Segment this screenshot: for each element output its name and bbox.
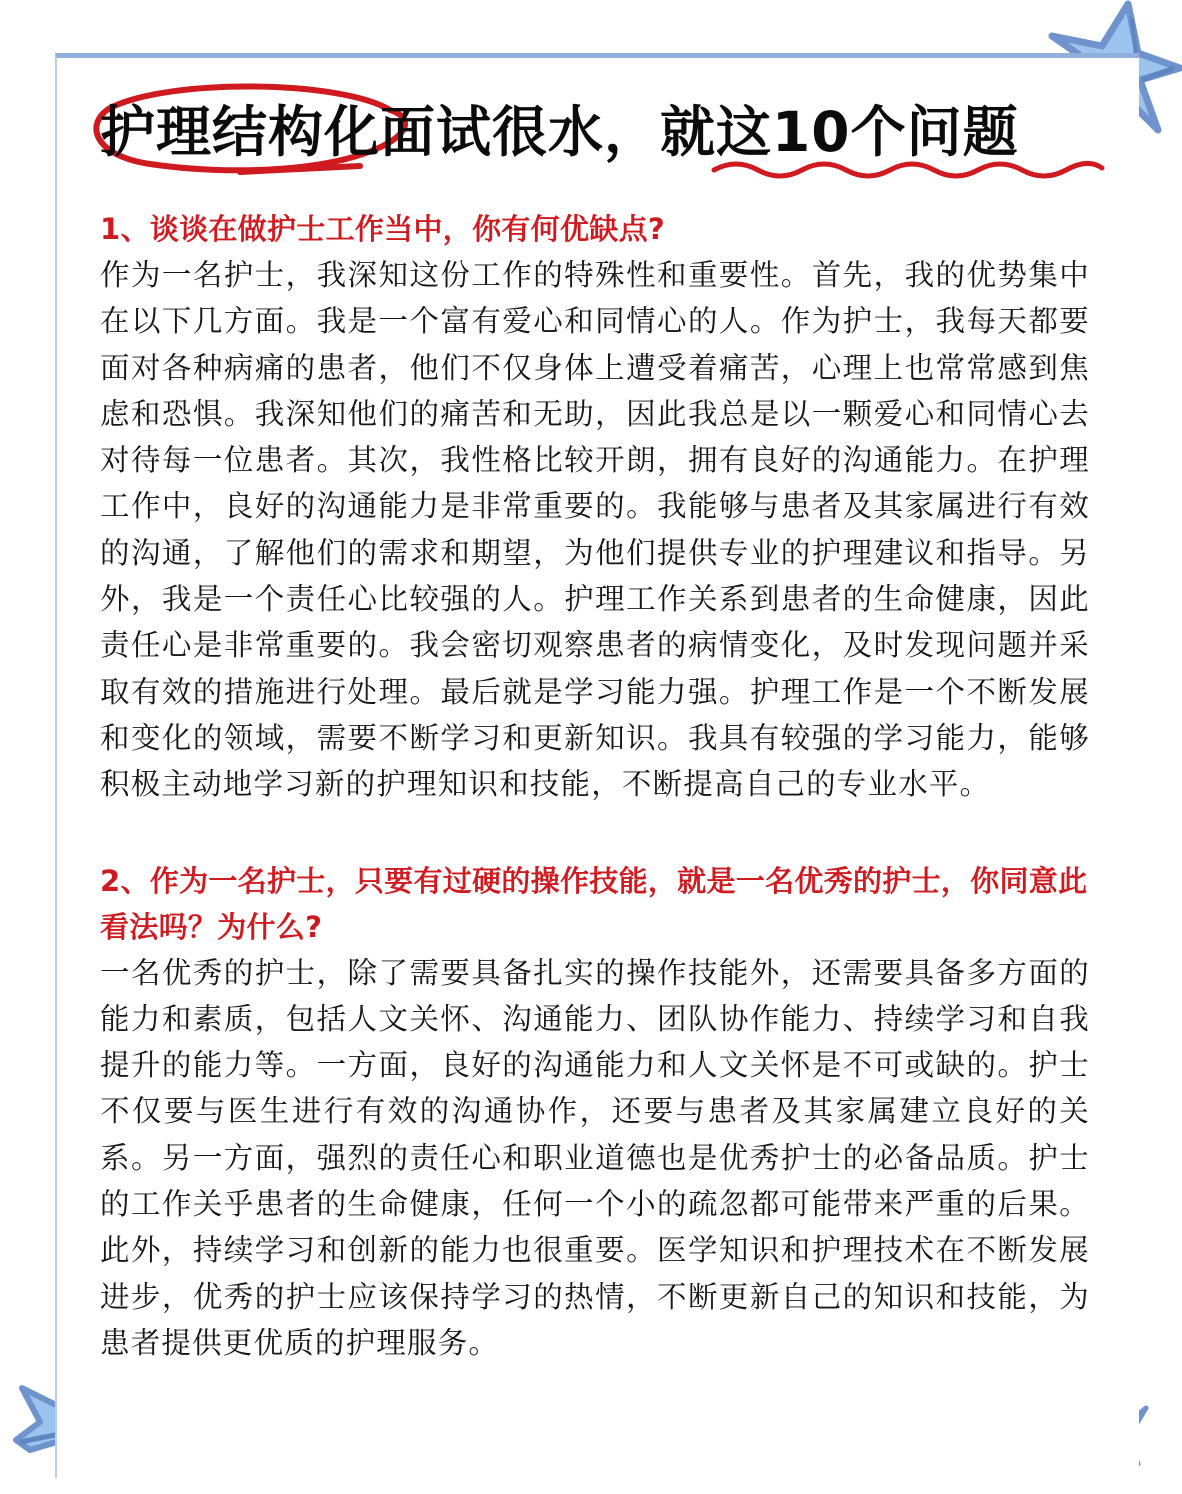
qa-content bbox=[100, 206, 1090, 1366]
title-circled-text: 护理结构化 bbox=[100, 100, 381, 164]
red-wavy-underline-icon bbox=[710, 154, 1110, 184]
question-heading: 2、作为一名护士，只要有过硬的操作技能，就是一名优秀的护士，你同意此看法吗？为什么? bbox=[100, 863, 1088, 944]
question-1 bbox=[100, 206, 1090, 808]
title-underlined-text: 就这10个问题 bbox=[660, 100, 1019, 164]
answer-text: 一名优秀的护士，除了需要具备扎实的操作技能外，还需要具备多方面的能力和素质，包括人文关怀、沟通能力、团队协作能力、持续学习和自我提升的能力等。一方面，良好的沟通能力和人文关怀是不可或缺的。护士不仅要与医生进行有效的沟通协作，还要与患者及其家属建立良好的关系。另一方面，强烈的责任心和职业道德也是优秀护士的必备品质。护士的工作关乎患者的生命健康，任何一个小的疏忽都可能带来严重的后果。此外，持续学习和创新的能力也很重要。医学知识和护理技术在不断发展进步，优秀的护士应该保持学习的热情，不断更新自己的知识和技能，为患者提供更优质的护理服务。 bbox=[100, 955, 1090, 1360]
title-middle-text: 面试很水， bbox=[380, 100, 661, 164]
answer-text: 作为一名护士，我深知这份工作的特殊性和重要性。首先，我的优势集中在以下几方面。我是一个富有爱心和同情心的人。作为护士，我每天都要面对各种病痛的患者，他们不仅身体上遭受着痛苦，心理上也常常感到焦虑和恐惧。我深知他们的痛苦和无助，因此我总是以一颗爱心和同情心去对待每一位患者。其次，我性格比较开朗，拥有良好的沟通能力。在护理工作中，良好的沟通能力是非常重要的。我能够与患者及其家属进行有效的沟通，了解他们的需求和期望，为他们提供专业的护理建议和指导。另外，我是一个责任心比较强的人。护理工作关系到患者的生命健康，因此责任心是非常重要的。我会密切观察患者的病情变化，及时发现问题并采取有效的措施进行处理。最后就是学习能力强。护理工作是一个不断发展和变化的领域，需要不断学习和更新知识。我具有较强的学习能力，能够积极主动地学习新的护理知识和技能，不断提高自己的专业水平。 bbox=[100, 258, 1090, 802]
section-spacer bbox=[100, 808, 1090, 858]
question-2 bbox=[100, 858, 1090, 1367]
page-title bbox=[100, 92, 1100, 182]
question-heading: 1、谈谈在做护士工作当中，你有何优缺点? bbox=[100, 212, 666, 246]
